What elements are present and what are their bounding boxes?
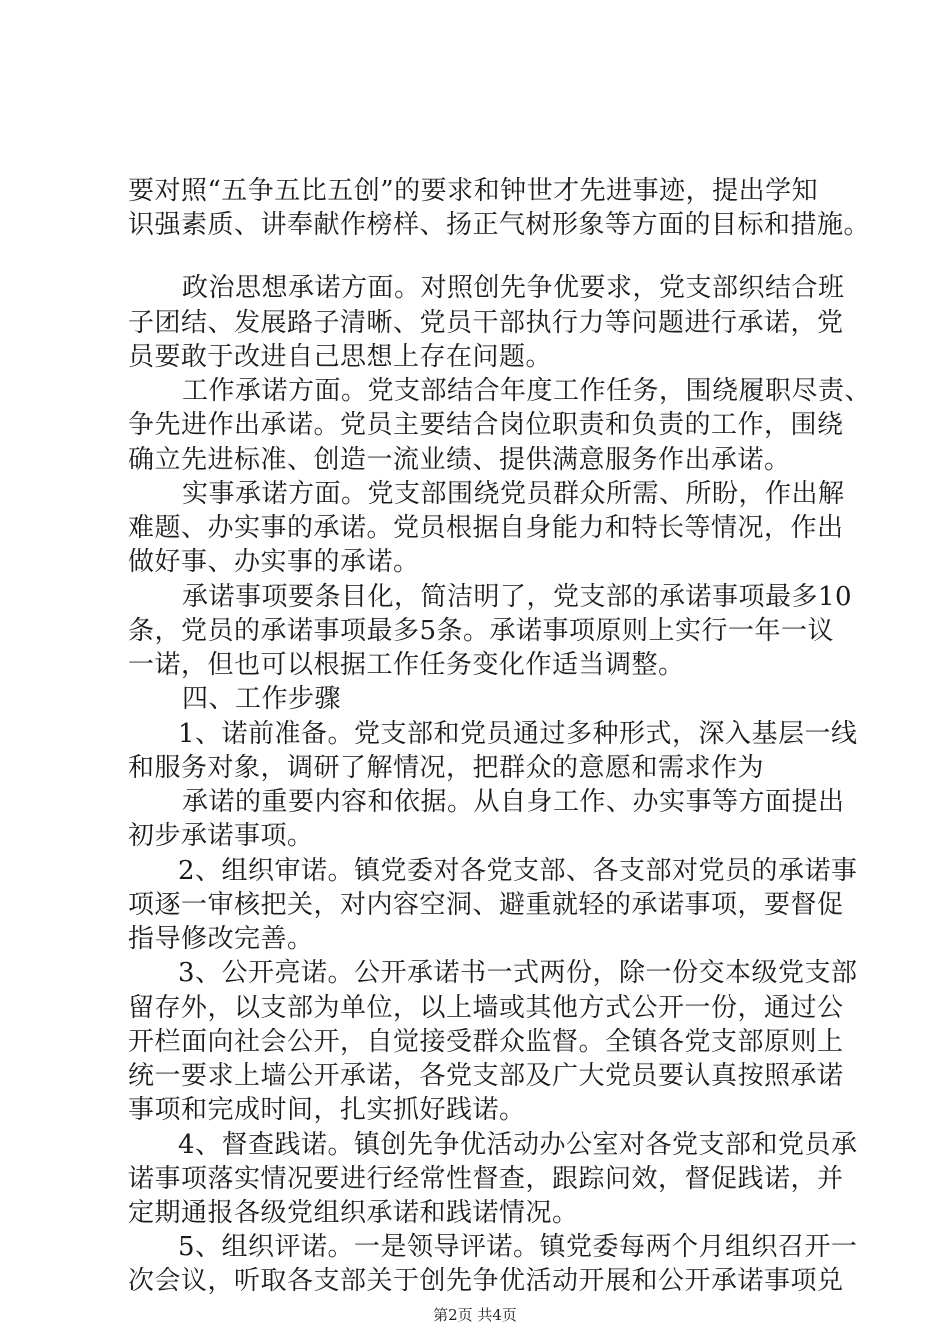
text-line: 开栏面向社会公开，自觉接受群众监督。全镇各党支部原则上 <box>128 1027 844 1057</box>
text-line: 子团结、发展路子清晰、党员干部执行力等问题进行承诺，党 <box>128 308 844 338</box>
paragraph-first-line: 4、督查践诺。镇创先争优活动办公室对各党支部和党员承 <box>178 1130 858 1160</box>
text-line: 确立先进标准、创造一流业绩、提供满意服务作出承诺。 <box>128 445 791 475</box>
text-line: 项逐一审核把关，对内容空洞、避重就轻的承诺事项，要督促 <box>128 890 844 920</box>
paragraph-first-line: 1、诺前准备。党支部和党员通过多种形式，深入基层一线 <box>178 719 858 749</box>
text-line: 做好事、办实事的承诺。 <box>128 547 420 577</box>
text-line: 难题、办实事的承诺。党员根据自身能力和特长等情况，作出 <box>128 513 844 543</box>
text-line: 要对照“五争五比五创”的要求和钟世才先进事迹，提出学知 <box>128 176 819 206</box>
section-heading: 四、工作步骤 <box>182 684 342 714</box>
paragraph-first-line: 工作承诺方面。党支部结合年度工作任务，围绕履职尽责、 <box>182 376 872 406</box>
page-number-footer: 第2页 共4页 <box>433 1306 517 1324</box>
text-line: 指导修改完善。 <box>128 924 314 954</box>
text-line: 承诺的重要内容和依据。从自身工作、办实事等方面提出 <box>182 787 845 817</box>
text-line: 统一要求上墙公开承诺，各党支部及广大党员要认真按照承诺 <box>128 1061 844 1091</box>
text-line: 定期通报各级党组织承诺和践诺情况。 <box>128 1198 579 1228</box>
text-line: 次会议，听取各支部关于创先争优活动开展和公开承诺事项兑 <box>128 1266 844 1296</box>
text-line: 争先进作出承诺。党员主要结合岗位职责和负责的工作，围绕 <box>128 410 844 440</box>
text-line: 和服务对象，调研了解情况，把群众的意愿和需求作为 <box>128 753 765 783</box>
text-line: 员要敢于改进自己思想上存在问题。 <box>128 342 553 372</box>
paragraph-first-line: 实事承诺方面。党支部围绕党员群众所需、所盼，作出解 <box>182 479 845 509</box>
text-line: 初步承诺事项。 <box>128 821 314 851</box>
text-line: 识强素质、讲奉献作榜样、扬正气树形象等方面的目标和措施。 <box>128 210 871 240</box>
paragraph-first-line: 2、组织审诺。镇党委对各党支部、各支部对党员的承诺事 <box>178 856 858 886</box>
paragraph-first-line: 5、组织评诺。一是领导评诺。镇党委每两个月组织召开一 <box>178 1232 858 1262</box>
text-line: 事项和完成时间，扎实抓好践诺。 <box>128 1095 526 1125</box>
text-line: 留存外，以支部为单位，以上墙或其他方式公开一份，通过公 <box>128 993 844 1023</box>
paragraph-first-line: 政治思想承诺方面。对照创先争优要求，党支部织结合班 <box>182 273 845 303</box>
paragraph-first-line: 3、公开亮诺。公开承诺书一式两份，除一份交本级党支部 <box>178 958 858 988</box>
paragraph-first-line: 承诺事项要条目化，简洁明了，党支部的承诺事项最多10 <box>182 582 853 612</box>
text-line: 一诺，但也可以根据工作任务变化作适当调整。 <box>128 650 685 680</box>
text-line: 诺事项落实情况要进行经常性督查，跟踪问效，督促践诺，并 <box>128 1164 844 1194</box>
text-line: 条，党员的承诺事项最多5条。承诺事项原则上实行一年一议 <box>128 616 835 646</box>
